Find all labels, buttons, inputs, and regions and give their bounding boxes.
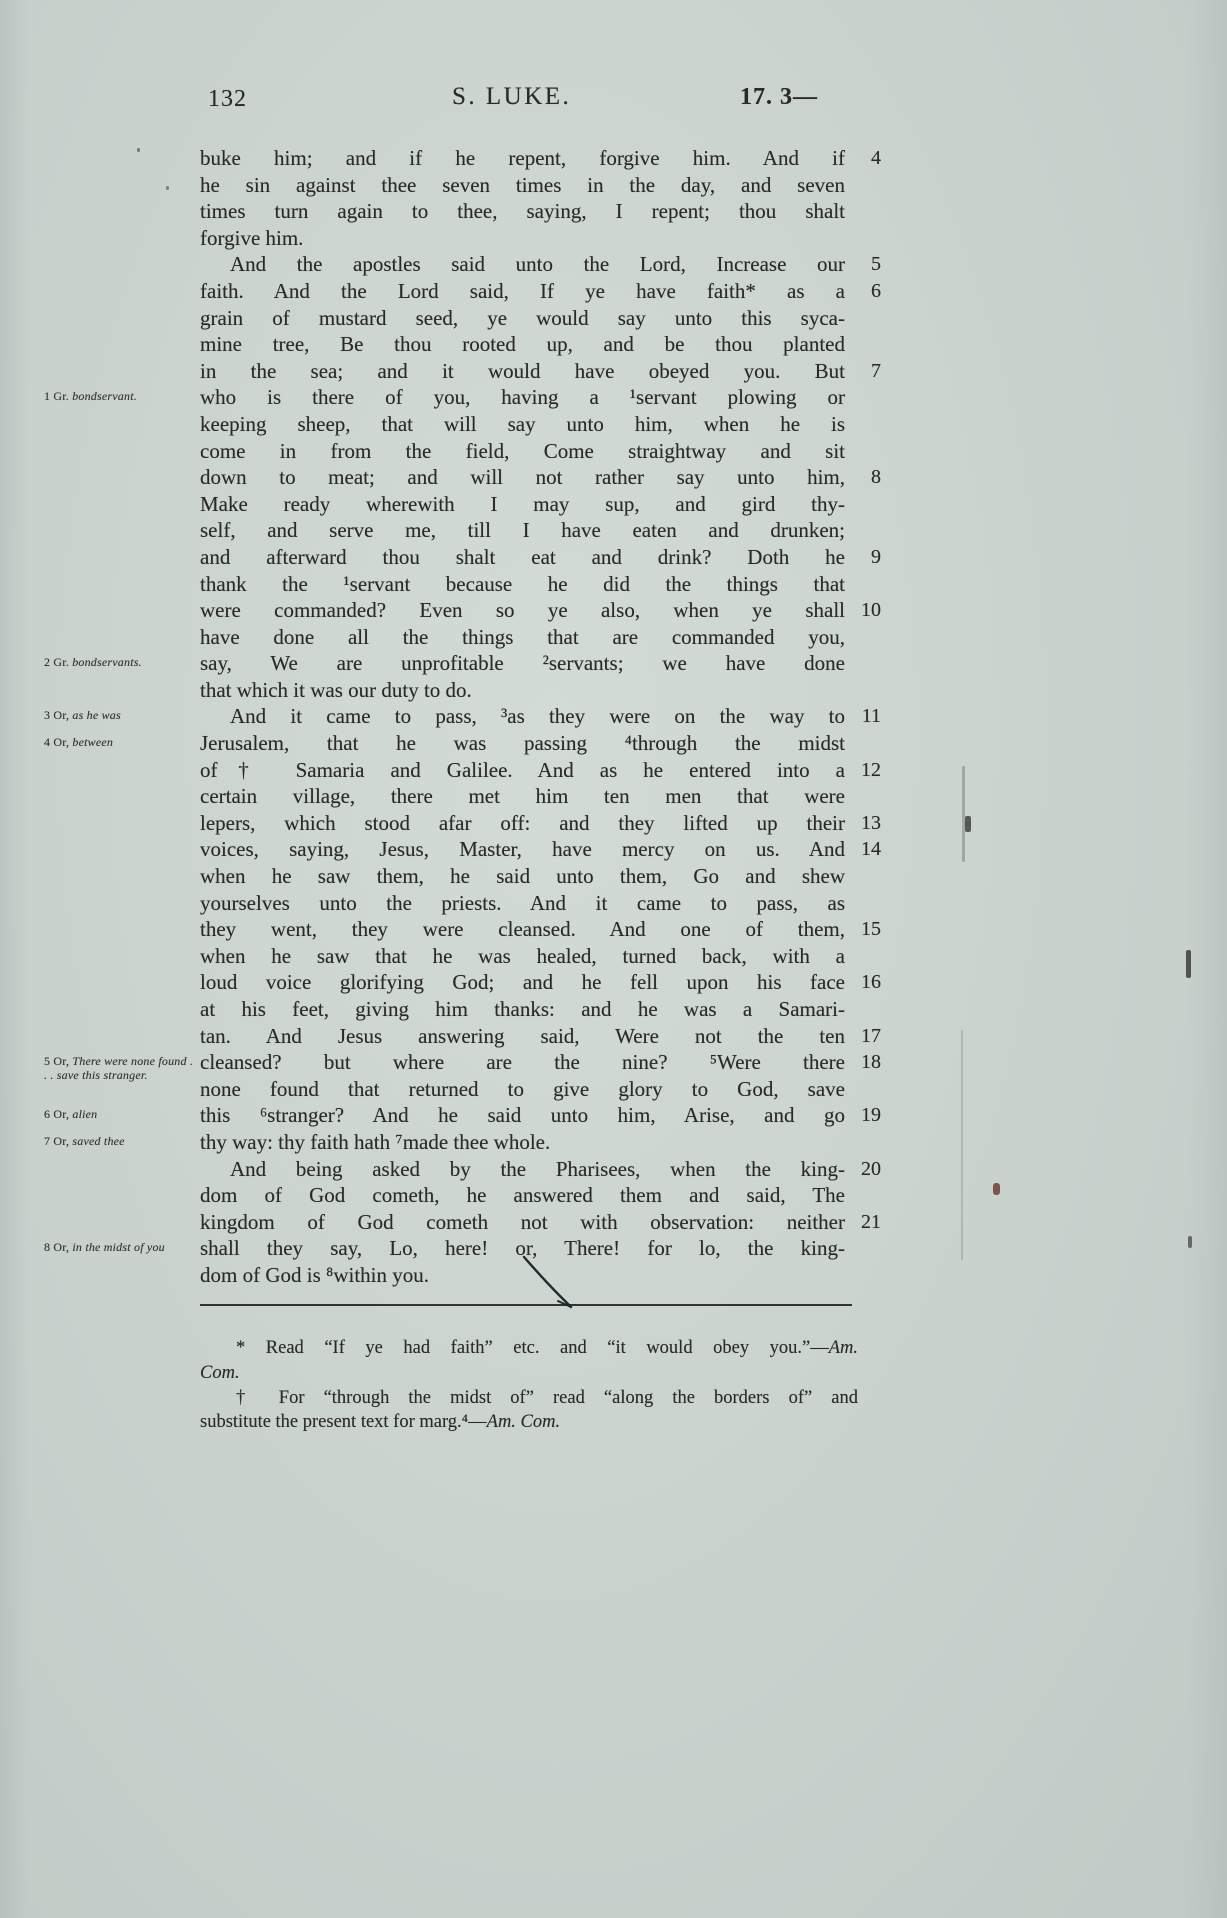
margin-note-cell <box>0 810 200 837</box>
verse-number <box>845 1182 881 1209</box>
margin-note-cell <box>0 969 200 996</box>
body-line: that which it was our duty to do. <box>200 677 472 702</box>
body-line: kingdom of God cometh not with observation: neither <box>200 1209 845 1234</box>
margin-note-cell <box>0 996 200 1023</box>
body-line: tan. And Jesus answering said, Were not the ten <box>200 1023 845 1048</box>
verse-number <box>845 198 881 225</box>
body-line-row <box>0 757 890 784</box>
verse-number <box>845 650 881 677</box>
margin-note <box>44 656 196 670</box>
verse-number: 17 <box>861 1024 881 1047</box>
margin-note-number: 3 Or, <box>44 708 73 723</box>
verse-number <box>845 384 881 411</box>
body-line-row <box>0 491 890 518</box>
body-line: keeping sheep, that will say unto him, when he is <box>200 411 845 436</box>
body-line-row <box>0 1209 890 1236</box>
verse-number: 5 <box>871 253 881 276</box>
body-line-row <box>0 703 890 730</box>
body-line: have done all the things that are commanded you, <box>200 624 845 649</box>
scan-artifact <box>1186 950 1191 978</box>
body-line-row <box>0 145 890 172</box>
margin-note-number: 5 Or, <box>44 1054 73 1069</box>
body-line-row <box>0 172 890 199</box>
body-line: cleansed? but where are the nine? ⁵Were there <box>200 1050 845 1075</box>
verse-number <box>845 1129 881 1156</box>
margin-note-cell <box>0 198 200 225</box>
margin-note-text: bondservants. <box>72 655 142 670</box>
body-line: none found that returned to give glory to God, save <box>200 1076 845 1101</box>
body-line: And the apostles said unto the Lord, Increase our <box>230 252 845 277</box>
margin-note-cell <box>0 305 200 332</box>
footnote-text: † For “through the midst of” read “along the borders of” and <box>236 1387 858 1408</box>
footnote-text: * Read “If ye had faith” etc. and “it would obey you.”— <box>236 1338 829 1358</box>
margin-note-cell <box>0 1182 200 1209</box>
verse-number <box>845 730 881 757</box>
margin-note <box>44 390 196 404</box>
margin-note-cell <box>0 597 200 624</box>
margin-note-cell <box>0 863 200 890</box>
body-line: forgive him. <box>200 225 304 250</box>
margin-note-number: 8 Or, <box>44 1240 73 1255</box>
body-line: dom of God cometh, he answered them and said, The <box>200 1183 845 1208</box>
body-line: were commanded? Even so ye also, when ye shall <box>200 598 845 623</box>
body-line: Make ready wherewith I may sup, and gird thy- <box>200 491 845 516</box>
margin-note-text: bondservant. <box>72 389 137 404</box>
page-number: 132 <box>208 86 247 112</box>
body-line: Jerusalem, that he was passing ⁴through the midst <box>200 731 845 756</box>
margin-note-cell <box>0 836 200 863</box>
body-line-row <box>0 331 890 358</box>
margin-note-cell <box>0 491 200 518</box>
verse-number <box>845 996 881 1023</box>
body-line: self, and serve me, till I have eaten and drunken; <box>200 518 845 543</box>
footnote-line <box>200 1410 858 1435</box>
verse-number: 4 <box>871 147 881 169</box>
pen-mark <box>516 1254 580 1312</box>
body-line: faith. And the Lord said, If ye have faith* as a <box>200 278 845 303</box>
verse-number: 9 <box>871 545 881 568</box>
verse-number <box>845 1235 881 1262</box>
footnote-text: substitute the present text for marg.⁴— <box>200 1412 487 1433</box>
body-line: this ⁶stranger? And he said unto him, Arise, and go <box>200 1103 845 1128</box>
margin-note-cell <box>0 1049 200 1082</box>
verse-number: 14 <box>861 838 881 861</box>
margin-note-cell <box>0 571 200 598</box>
body-line: grain of mustard seed, ye would say unto this syca- <box>200 305 845 330</box>
margin-note-text: alien <box>72 1107 98 1122</box>
body-line-row <box>0 1049 890 1082</box>
body-line-row <box>0 810 890 837</box>
verse-number <box>845 225 881 252</box>
body-line: they went, they were cleansed. And one of them, <box>200 917 845 942</box>
margin-note-cell <box>0 624 200 651</box>
footnote-attribution: Am. <box>828 1338 858 1358</box>
body-line-row <box>0 863 890 890</box>
body-line-row <box>0 198 890 225</box>
running-title: S. LUKE. <box>452 83 572 110</box>
verse-number <box>845 305 881 332</box>
scan-artifact <box>1188 1236 1192 1248</box>
body-line-row <box>0 1129 890 1156</box>
margin-note-cell <box>0 1235 200 1262</box>
margin-note-cell <box>0 225 200 252</box>
body-line-row <box>0 1102 890 1129</box>
margin-note-text: in the midst of you <box>72 1240 165 1255</box>
verse-number: 7 <box>871 359 881 382</box>
body-line-row <box>0 1023 890 1050</box>
body-line-row <box>0 384 890 411</box>
body-line-row <box>0 836 890 863</box>
body-line: he sin against thee seven times in the day, and seven <box>200 172 845 197</box>
margin-note-cell <box>0 1209 200 1236</box>
verse-number <box>845 1262 881 1289</box>
body-line: voices, saying, Jesus, Master, have mercy on us. And <box>200 837 845 862</box>
footnotes-block <box>200 1336 858 1435</box>
margin-note-cell <box>0 890 200 917</box>
body-line: thy way: thy faith hath ⁷made thee whole. <box>200 1129 551 1154</box>
body-line-row <box>0 278 890 305</box>
body-line-row <box>0 1262 890 1289</box>
margin-note-cell <box>0 1156 200 1183</box>
margin-note-cell <box>0 464 200 491</box>
margin-note-cell <box>0 278 200 305</box>
margin-note <box>44 1241 196 1255</box>
verse-number: 20 <box>861 1157 881 1180</box>
body-line-row <box>0 358 890 385</box>
margin-note-cell <box>0 331 200 358</box>
margin-note-text: saved thee <box>72 1133 125 1148</box>
margin-note-number: 7 Or, <box>44 1133 73 1148</box>
body-line: in the sea; and it would have obeyed you. But <box>200 358 845 383</box>
margin-note-number: 1 Gr. <box>44 389 73 404</box>
verse-number: 15 <box>861 918 881 941</box>
verse-number <box>845 438 881 465</box>
body-line-row <box>0 1235 890 1262</box>
footnote-line <box>200 1336 858 1361</box>
margin-note-cell <box>0 384 200 411</box>
verse-number: 6 <box>871 279 881 302</box>
margin-note-cell <box>0 730 200 757</box>
body-line: say, We are unprofitable ²servants; we have done <box>200 651 845 676</box>
footnote-line <box>200 1386 858 1411</box>
verse-number <box>845 624 881 651</box>
body-line-row <box>0 1156 890 1183</box>
margin-note-number: 4 Or, <box>44 735 73 750</box>
margin-note-cell <box>0 916 200 943</box>
body-line: certain village, there met him ten men that were <box>200 784 845 809</box>
body-line-row <box>0 305 890 332</box>
body-line: loud voice glorifying God; and he fell upon his face <box>200 970 845 995</box>
body-line-row <box>0 916 890 943</box>
verse-number: 21 <box>861 1210 881 1233</box>
body-line: thank the ¹servant because he did the things that <box>200 571 845 596</box>
margin-note-cell <box>0 650 200 677</box>
body-line: come in from the field, Come straightway and sit <box>200 438 845 463</box>
margin-note-cell <box>0 757 200 784</box>
verse-number <box>845 677 881 704</box>
body-line: who is there of you, having a ¹servant plowing or <box>200 385 845 410</box>
body-line-row <box>0 438 890 465</box>
verse-number <box>845 571 881 598</box>
margin-note-cell <box>0 172 200 199</box>
verse-number <box>845 783 881 810</box>
body-line-row <box>0 225 890 252</box>
body-line: buke him; and if he repent, forgive him. And if <box>200 146 845 170</box>
body-line-row <box>0 677 890 704</box>
verse-number: 16 <box>861 971 881 994</box>
scan-artifact <box>962 766 965 862</box>
body-line: when he saw that he was healed, turned back, with a <box>200 943 845 968</box>
verse-number <box>845 943 881 970</box>
verse-number <box>845 172 881 199</box>
body-line-row <box>0 597 890 624</box>
margin-note <box>44 736 196 750</box>
body-line-row <box>0 1182 890 1209</box>
verse-number: 19 <box>861 1104 881 1127</box>
margin-note-cell <box>0 145 200 172</box>
body-line: And it came to pass, ³as they were on the way to <box>230 704 845 729</box>
scan-artifact <box>961 1030 963 1260</box>
margin-note-cell <box>0 703 200 730</box>
body-line: and afterward thou shalt eat and drink? Doth he <box>200 544 845 569</box>
margin-note-cell <box>0 544 200 571</box>
body-line-row <box>0 890 890 917</box>
body-line: of† Samaria and Galilee. And as he entered into a <box>200 757 845 782</box>
margin-note-cell <box>0 358 200 385</box>
margin-note-cell <box>0 1262 200 1289</box>
margin-note-cell <box>0 411 200 438</box>
margin-note <box>44 709 196 723</box>
body-line-row <box>0 943 890 970</box>
scan-artifact <box>965 816 971 832</box>
scan-artifact <box>166 186 169 190</box>
margin-note-cell <box>0 438 200 465</box>
body-line-row <box>0 730 890 757</box>
verse-number <box>845 491 881 518</box>
verse-number: 8 <box>871 466 881 489</box>
verse-number: 12 <box>861 758 881 781</box>
body-line-row <box>0 571 890 598</box>
body-line: mine tree, Be thou rooted up, and be thou planted <box>200 332 845 357</box>
body-line-row <box>0 969 890 996</box>
body-line: shall they say, Lo, here! or, There! for lo, the king- <box>200 1236 845 1261</box>
chapter-verse-ref: 17. 3— <box>740 84 818 110</box>
margin-note-cell <box>0 251 200 278</box>
verse-number <box>845 863 881 890</box>
margin-note-number: 6 Or, <box>44 1107 73 1122</box>
margin-note-cell <box>0 1076 200 1103</box>
body-line: dom of God is ⁸within you. <box>200 1262 429 1287</box>
body-line-row <box>0 1076 890 1103</box>
scan-artifact <box>993 1183 1000 1195</box>
margin-note-number: 2 Gr. <box>44 655 73 670</box>
body-line: And being asked by the Pharisees, when the king- <box>230 1156 845 1181</box>
margin-note-cell <box>0 783 200 810</box>
verse-number <box>845 331 881 358</box>
body-line-row <box>0 783 890 810</box>
body-line-row <box>0 464 890 491</box>
margin-note-text: as he was <box>72 708 121 723</box>
margin-note-text: between <box>72 735 114 750</box>
body-line: yourselves unto the priests. And it came to pass, as <box>200 890 845 915</box>
body-line-row <box>0 996 890 1023</box>
margin-note-cell <box>0 1129 200 1156</box>
body-line-row <box>0 544 890 571</box>
body-line: at his feet, giving him thanks: and he was a Samari- <box>200 997 845 1021</box>
verse-number <box>845 890 881 917</box>
verse-number: 11 <box>861 705 881 728</box>
verse-number <box>845 517 881 544</box>
body-line: lepers, which stood afar off: and they lifted up their <box>200 810 845 835</box>
body-line-row <box>0 517 890 544</box>
body-line: when he saw them, he said unto them, Go and shew <box>200 864 845 889</box>
verse-number: 10 <box>861 599 881 622</box>
verse-number: 13 <box>861 811 881 834</box>
margin-note-cell <box>0 1023 200 1050</box>
footnote-line <box>200 1361 858 1386</box>
body-line-row <box>0 411 890 438</box>
margin-note-cell <box>0 1102 200 1129</box>
scan-artifact <box>137 148 140 152</box>
body-line-row <box>0 650 890 677</box>
verse-number <box>845 1076 881 1103</box>
margin-note-cell <box>0 517 200 544</box>
body-line-row <box>0 624 890 651</box>
footnote-attribution: Am. Com. <box>486 1412 561 1433</box>
body-line: down to meat; and will not rather say unto him, <box>200 465 845 490</box>
verse-number: 18 <box>861 1051 881 1074</box>
body-line: times turn again to thee, saying, I repent; thou shalt <box>200 199 845 224</box>
footnote-attribution: Com. <box>200 1362 240 1383</box>
margin-note <box>44 1108 196 1122</box>
body-text-column <box>0 145 890 1289</box>
body-line-row <box>0 251 890 278</box>
margin-note-text: There were none found . . . save this stranger. <box>44 1054 194 1082</box>
verse-number <box>845 411 881 438</box>
margin-note <box>44 1135 196 1149</box>
margin-note-cell <box>0 943 200 970</box>
margin-note-cell <box>0 677 200 704</box>
